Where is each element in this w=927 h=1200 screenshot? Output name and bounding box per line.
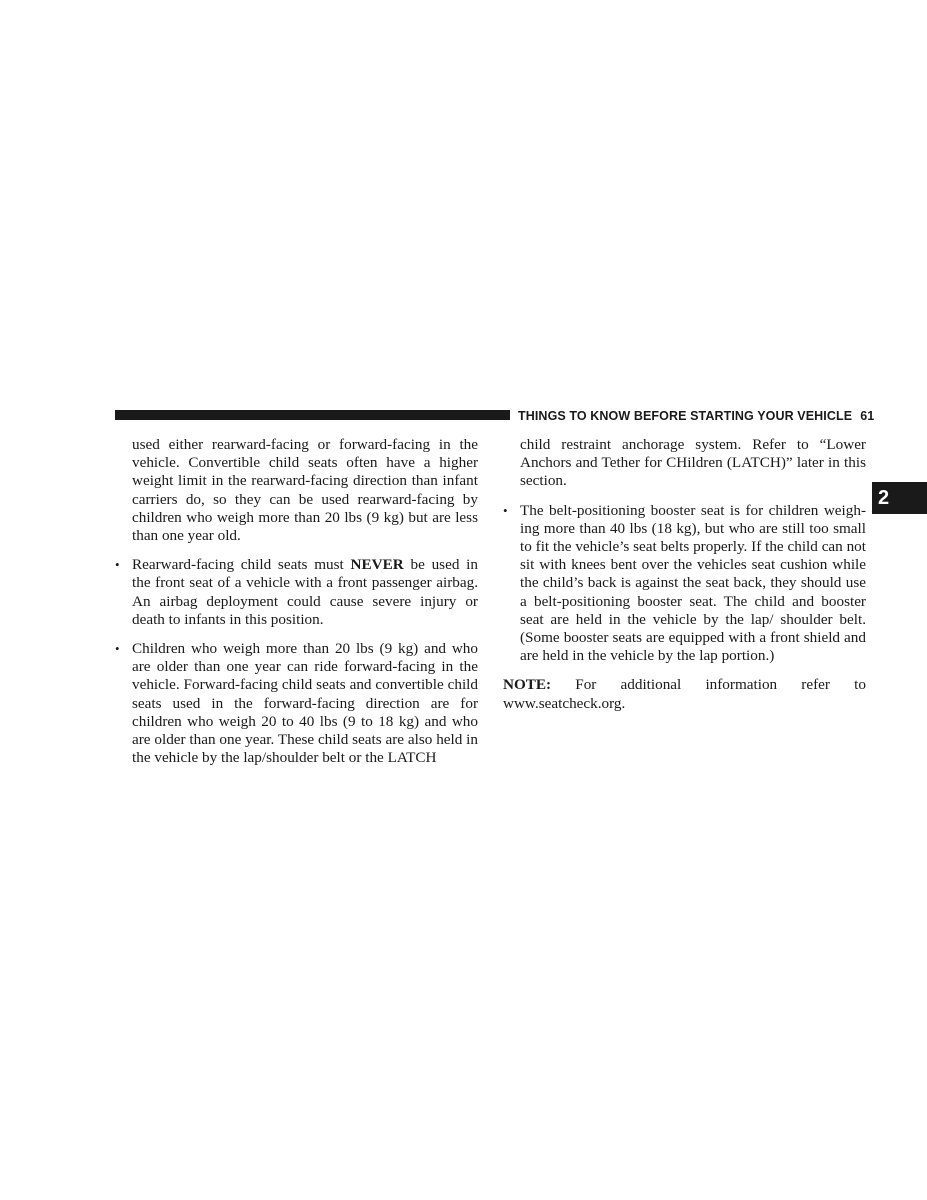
bullet-text: Children who weigh more than 20 lbs (9 kg) and who are older than one year can ride forward-facing in the vehicle. Forward-facing child seats and convertible child seats used in the forward-facing direction are for children who weigh 20 to 40 lbs (9 to 18 kg) and who are older than one year. These child seats are also held in the vehicle by the lap/shoulder belt or the LATCH xyxy=(132,640,478,767)
bullet-item xyxy=(115,640,478,767)
bullet-dot: • xyxy=(503,502,508,518)
bullet-dot: • xyxy=(115,557,120,573)
note-word: refer xyxy=(801,676,830,694)
note-word: additional xyxy=(620,676,682,694)
chapter-tab: 2 xyxy=(872,482,927,514)
bullet-item xyxy=(115,556,478,629)
continued-paragraph: used either rearward-facing or forward-facing in the vehicle. Convertible child seats often have a higher weight limit in the rearward-facing direction than infant carriers do, so they can be used rearward-facing by children who weigh more than 20 lbs (9 kg) but are less than one year old. xyxy=(132,436,478,545)
bullet-text-after: be used in the front seat of a vehicle with a front passenger airbag. An airbag deployment could cause severe injury or death to infants in this position. xyxy=(132,556,478,628)
running-header xyxy=(518,408,874,424)
note-word: to xyxy=(854,676,866,694)
left-column xyxy=(115,436,478,767)
bullet-text: The belt-positioning booster seat is for children weigh-ing more than 40 lbs (18 kg), but who are still too small to fit the vehicle’s seat belts properly. If the child can not sit with knees bent over the vehicles seat cushion while the child’s back is against the seat back, they should use a belt-positioning booster seat. The child and booster seat are held in the vehicle by the lap/ shoulder belt. (Some booster seats are equipped with a front shield and are held in the vehicle by the lap portion.) xyxy=(520,501,866,665)
bullet-emphasis: NEVER xyxy=(350,556,404,574)
bullet-item xyxy=(503,502,866,666)
right-column xyxy=(503,436,866,713)
note-word: information xyxy=(705,676,778,694)
note-label: NOTE: xyxy=(503,676,552,694)
section-title: THINGS TO KNOW BEFORE STARTING YOUR VEHICLE xyxy=(518,409,853,423)
bullet-text-before: Rearward-facing child seats must xyxy=(132,556,351,574)
page-number: 61 xyxy=(860,409,875,423)
continued-paragraph: child restraint anchorage system. Refer to “Lower Anchors and Tether for CHildren (LATCH)” later in this section. xyxy=(520,436,866,490)
note-url: www.seatcheck.org. xyxy=(503,694,626,712)
bullet-dot: • xyxy=(115,641,120,657)
note-word: For xyxy=(575,676,597,694)
header-rule xyxy=(115,410,510,420)
note-block xyxy=(503,676,866,712)
note-first-line xyxy=(503,676,866,694)
